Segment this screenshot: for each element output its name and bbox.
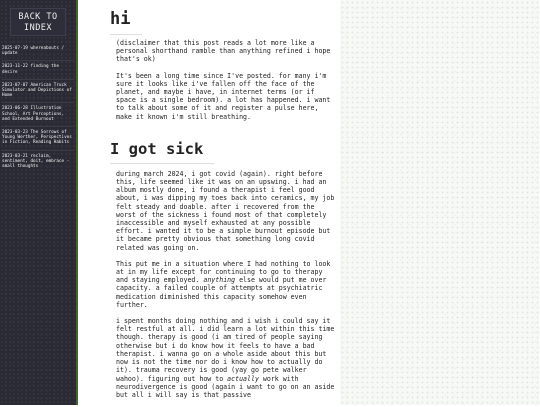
back-to-index-button[interactable] [10,8,66,36]
back-button-line2: INDEX [23,23,53,33]
nav-item-post[interactable]: 2023-11-22 finding the desire [2,60,74,74]
section-heading: I got sick [110,139,214,164]
intro-paragraph: It's been a long time since I've posted. for many i'm sure it looks like i've fallen off the face of the planet, and maybe i have, in internet terms (or if space is a single bedroom). a lot has happened. i want to talk about some of it and register a pulse here, make it known i'm still breathing. [116,71,331,121]
paragraph-text: This put me in a situation where I had nothing to look at in my life except for continuing to go to therapy and staying employed. [116,259,331,285]
disclaimer-paragraph: (disclaimer that this post reads a lot more like a personal shorthand ramble than anything refined i hope that's ok) [116,39,331,64]
nav-item-post[interactable]: 2025-07-19 whereabouts / update [2,46,65,57]
post-nav-list [2,46,74,173]
nav-item-post[interactable]: 2023-07-07 American Truck Simulator and Depictions of Home [2,79,74,99]
section-paragraph-3 [116,317,338,399]
paragraph-text: work with neurodivergence is good (again i want to go on an aside but all i will say is that passive [116,374,335,399]
post-title: hi [110,8,142,35]
emphasis-text: anything [203,276,236,285]
background-pattern-panel [340,0,540,405]
nav-item-post[interactable]: 2023-06-28 Illustration School, Art Perceptions, and Extended Burnout [2,102,74,122]
nav-item-post[interactable]: 2023-03-23 The Sorrows of Young Werther, Perspectives in Fiction, Reading Habits [2,126,74,146]
paragraph-text: i spent months doing nothing and i wish i could say it felt restful at all. i did learn a lot within this time though. therapy is good (i am tired of people saying otherwise but i do know how it feels to have a bad therapist. i wanna go on a whole aside about this but now is not the time nor do i know how to actually do it). trauma recovery is good (yay go pete walker wahoo). figuring out how to [116,317,335,383]
section-paragraph-2 [116,260,338,309]
paragraph-text: else would put me over capacity. a failed couple of attempts at psychiatric medication diminished this capacity somehow even further. [116,276,327,309]
nav-item-post[interactable]: 2023-03-21 reclaim, sentiment, doit, embrace - small thoughts [2,150,74,170]
sidebar [0,0,76,405]
sidebar-border [76,0,78,405]
post-content [110,8,338,407]
emphasis-text: actually [227,374,259,383]
back-button-line1: BACK TO [18,12,58,22]
section-paragraph-1: during march 2024, i got covid (again). right before this, life seemed like it was on an upswing. i had an album mostly done, i found a therapist i feel good about, i was dipping my toes back into ceramics, my job felt steady and doable. after i recovered from the worst of the sickness i found most of that completely inaccessible and myself exhausted at any possible effort. i wanted it to be a simple burnout episode but it became pretty obvious that something long covid related was going on. [116,169,335,252]
